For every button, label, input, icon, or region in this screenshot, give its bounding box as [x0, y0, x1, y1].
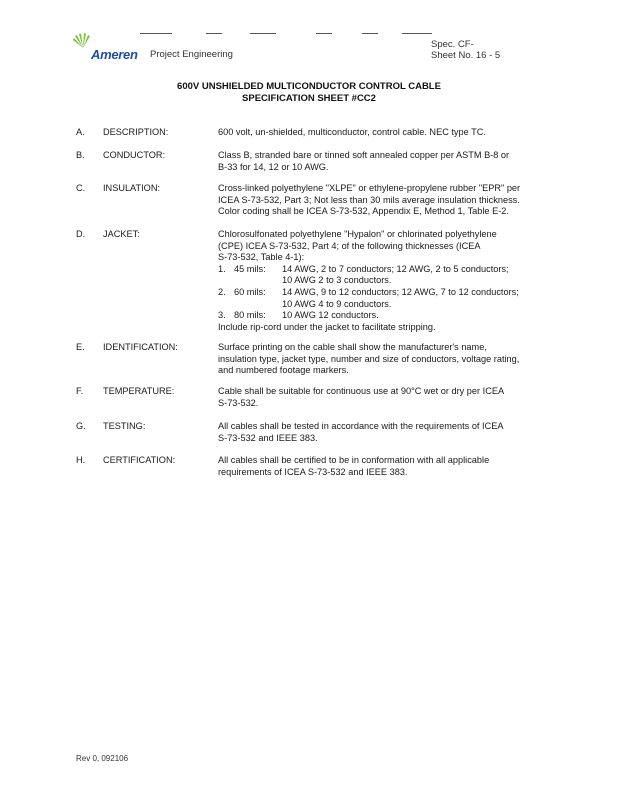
section-letter: E. — [76, 342, 85, 352]
body-line: Surface printing on the cable shall show the manufacturer's name, — [218, 342, 487, 352]
thickness-item — [218, 264, 558, 276]
section-body — [218, 342, 558, 377]
item-continuation: 10 AWG 2 to 3 conductors. — [282, 275, 392, 286]
body-line: S-73-532, Table 4-1): — [218, 252, 305, 263]
body-line: B-33 for 14, 12 or 10 AWG. — [218, 161, 329, 172]
body-line: insulation type, jacket type, number and size of conductors, voltage rating, — [218, 353, 520, 364]
section-body — [218, 421, 558, 444]
section-letter: D. — [76, 229, 86, 239]
section-letter: A. — [76, 127, 85, 137]
section-letter: H. — [76, 455, 86, 465]
item-text: 10 AWG 12 conductors. — [282, 310, 379, 321]
section-body — [218, 183, 558, 218]
section-body — [218, 455, 558, 478]
section-name: TEMPERATURE: — [103, 386, 175, 396]
body-line: All cables shall be tested in accordance with the requirements of ICEA — [218, 421, 504, 431]
logo-wordmark: Ameren — [91, 47, 138, 62]
section-body — [218, 229, 558, 333]
header-rule — [140, 33, 172, 34]
body-line: Color coding shall be ICEA S-73-532, Appendix E, Method 1, Table E-2. — [218, 206, 509, 217]
section-name: INSULATION: — [103, 183, 161, 193]
body-line: S-73-532. — [218, 397, 259, 408]
thickness-item — [218, 287, 558, 299]
section-body — [218, 386, 558, 409]
sunburst-icon — [73, 33, 93, 49]
section-name: TESTING: — [103, 421, 146, 431]
body-line: (CPE) ICEA S-73-532, Part 4; of the following thicknesses (ICEA — [218, 240, 481, 251]
section-name: IDENTIFICATION: — [103, 342, 178, 352]
ameren-logo — [73, 33, 143, 65]
department-label: Project Engineering — [150, 49, 233, 60]
item-number: 3. — [218, 310, 226, 321]
sheet-number: Sheet No. 16 - 5 — [431, 50, 501, 61]
item-text: 14 AWG, 2 to 7 conductors; 12 AWG, 2 to 5 conductors; — [282, 263, 509, 274]
section-letter: F. — [76, 386, 84, 396]
item-label: 60 mils: — [234, 286, 266, 297]
document-title: 600V UNSHIELDED MULTICONDUCTOR CONTROL CABLE — [177, 81, 441, 92]
section-letter: G. — [76, 421, 86, 431]
header-rule — [316, 33, 332, 34]
body-line: All cables shall be certified to be in conformation with all applicable — [218, 455, 490, 465]
section-letter: B. — [76, 150, 85, 160]
item-number: 1. — [218, 263, 226, 274]
section-name: DESCRIPTION: — [103, 127, 169, 137]
section-name: CERTIFICATION: — [103, 455, 176, 465]
item-label: 45 mils: — [234, 263, 266, 274]
body-line: Chlorosulfonated polyethylene "Hypalon" or chlorinated polyethylene — [218, 229, 497, 239]
thickness-item — [218, 310, 558, 322]
body-line: Cross-linked polyethylene "XLPE" or ethylene-propylene rubber "EPR" per — [218, 183, 521, 193]
body-line: and numbered footage markers. — [218, 365, 349, 376]
spec-number: Spec. CF- — [431, 39, 474, 50]
section-body — [218, 150, 558, 173]
body-line: S-73-532 and IEEE 383. — [218, 432, 318, 443]
item-continuation: 10 AWG 4 to 9 conductors. — [282, 298, 392, 309]
section-name: JACKET: — [103, 229, 140, 239]
body-line: Include rip-cord under the jacket to facilitate stripping. — [218, 321, 436, 332]
item-number: 2. — [218, 286, 226, 297]
body-line: 600 volt, un-shielded, multiconductor, control cable. NEC type TC. — [218, 127, 486, 137]
item-label: 80 mils: — [234, 310, 266, 321]
document-subtitle: SPECIFICATION SHEET #CC2 — [242, 93, 376, 104]
section-name: CONDUCTOR: — [103, 150, 166, 160]
section-body — [218, 127, 558, 139]
body-line: requirements of ICEA S-73-532 and IEEE 383. — [218, 466, 408, 477]
header-rule — [250, 33, 276, 34]
header-rule — [362, 33, 378, 34]
section-letter: C. — [76, 183, 86, 193]
body-line: ICEA S-73-532, Part 3; Not less than 30 mils average insulation thickness. — [218, 194, 520, 205]
header-rule — [206, 33, 222, 34]
item-text: 14 AWG, 9 to 12 conductors; 12 AWG, 7 to 12 conductors; — [282, 286, 519, 297]
body-line: Class B, stranded bare or tinned soft annealed copper per ASTM B-8 or — [218, 150, 510, 160]
header-rule — [402, 33, 432, 34]
body-line: Cable shall be suitable for continuous use at 90°C wet or dry per ICEA — [218, 386, 505, 396]
revision-footer: Rev 0, 092106 — [76, 754, 129, 763]
